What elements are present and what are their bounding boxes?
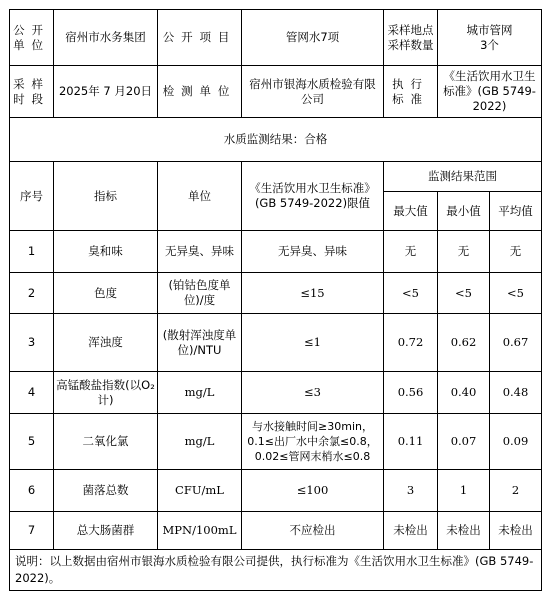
sample-value-line1: 城市管网 [466,22,513,37]
unit-label: 检测单位 [158,66,242,118]
row-limit: 无异臭、异味 [242,231,384,273]
row-min: 0.07 [438,414,490,470]
row-min: 0.62 [438,314,490,372]
row-no: 1 [10,231,54,273]
table-row [10,414,542,470]
item-value: 管网水7项 [242,10,384,66]
row-unit: MPN/100mL [158,512,242,550]
header-range: 监测结果范围 [384,162,542,192]
sample-value [438,10,542,66]
row-avg: 2 [490,470,542,512]
row-limit: ≤3 [242,372,384,414]
row-max: 未检出 [384,512,438,550]
info-row-2 [10,66,542,118]
time-value: 2025年 7 月20日 [54,66,158,118]
table-row [10,314,542,372]
header-indicator: 指标 [54,162,158,231]
row-indicator: 色度 [54,273,158,314]
sample-value-line2: 3个 [480,37,499,52]
header-min: 最小值 [438,192,490,231]
row-avg: 0.67 [490,314,542,372]
publisher-label: 公开单位 [10,10,54,66]
row-limit: 与水接触时间≥30min，0.1≤出厂水中余氯≤0.8，0.02≤管网末梢水≤0.8 [242,414,384,470]
row-no: 5 [10,414,54,470]
sample-label: 采样地点采样数量 [384,10,438,66]
footnote: 说明：以上数据由宿州市银海水质检验有限公司提供，执行标准为《生活饮用水卫生标准》(GB 5749-2022)。 [10,550,542,591]
row-min: <5 [438,273,490,314]
row-unit: (散射浑浊度单位)/NTU [158,314,242,372]
row-max: 3 [384,470,438,512]
row-indicator: 高锰酸盐指数(以O₂计) [54,372,158,414]
row-indicator: 臭和味 [54,231,158,273]
header-max: 最大值 [384,192,438,231]
row-indicator: 总大肠菌群 [54,512,158,550]
table-row [10,470,542,512]
row-limit: ≤1 [242,314,384,372]
standard-value: 《生活饮用水卫生标准》(GB 5749-2022) [438,66,542,118]
row-limit: ≤15 [242,273,384,314]
publisher-value: 宿州市水务集团 [54,10,158,66]
row-no: 4 [10,372,54,414]
row-no: 7 [10,512,54,550]
row-max: 0.56 [384,372,438,414]
row-no: 2 [10,273,54,314]
table-row [10,512,542,550]
row-unit: mg/L [158,414,242,470]
row-max: 无 [384,231,438,273]
table-row [10,273,542,314]
table-row [10,231,542,273]
row-limit: 不应检出 [242,512,384,550]
row-avg: <5 [490,273,542,314]
row-indicator: 浑浊度 [54,314,158,372]
table-row [10,372,542,414]
row-avg: 无 [490,231,542,273]
unit-value: 宿州市银海水质检验有限公司 [242,66,384,118]
row-min: 未检出 [438,512,490,550]
row-unit: mg/L [158,372,242,414]
item-label: 公开项目 [158,10,242,66]
header-avg: 平均值 [490,192,542,231]
row-no: 3 [10,314,54,372]
info-row-1 [10,10,542,66]
header-limit [242,162,384,231]
row-no: 6 [10,470,54,512]
row-avg: 0.48 [490,372,542,414]
row-indicator: 二氧化氯 [54,414,158,470]
row-min: 0.40 [438,372,490,414]
row-max: 0.72 [384,314,438,372]
header-row-1 [10,162,542,192]
row-unit: (铂钴色度单位)/度 [158,273,242,314]
row-unit: CFU/mL [158,470,242,512]
time-label: 采样时段 [10,66,54,118]
row-max: 0.11 [384,414,438,470]
row-min: 1 [438,470,490,512]
result-title: 水质监测结果：合格 [10,118,542,162]
row-max: <5 [384,273,438,314]
header-limit-line1: 《生活饮用水卫生标准》 [249,181,376,195]
row-avg: 未检出 [490,512,542,550]
row-avg: 0.09 [490,414,542,470]
header-limit-line2: (GB 5749-2022)限值 [254,196,371,210]
header-no: 序号 [10,162,54,231]
header-unit: 单位 [158,162,242,231]
row-limit: ≤100 [242,470,384,512]
note-row [10,550,542,591]
result-title-row [10,118,542,162]
row-unit: 无异臭、异味 [158,231,242,273]
water-quality-table [9,9,542,591]
row-indicator: 菌落总数 [54,470,158,512]
standard-label: 执行标准 [384,66,438,118]
row-min: 无 [438,231,490,273]
